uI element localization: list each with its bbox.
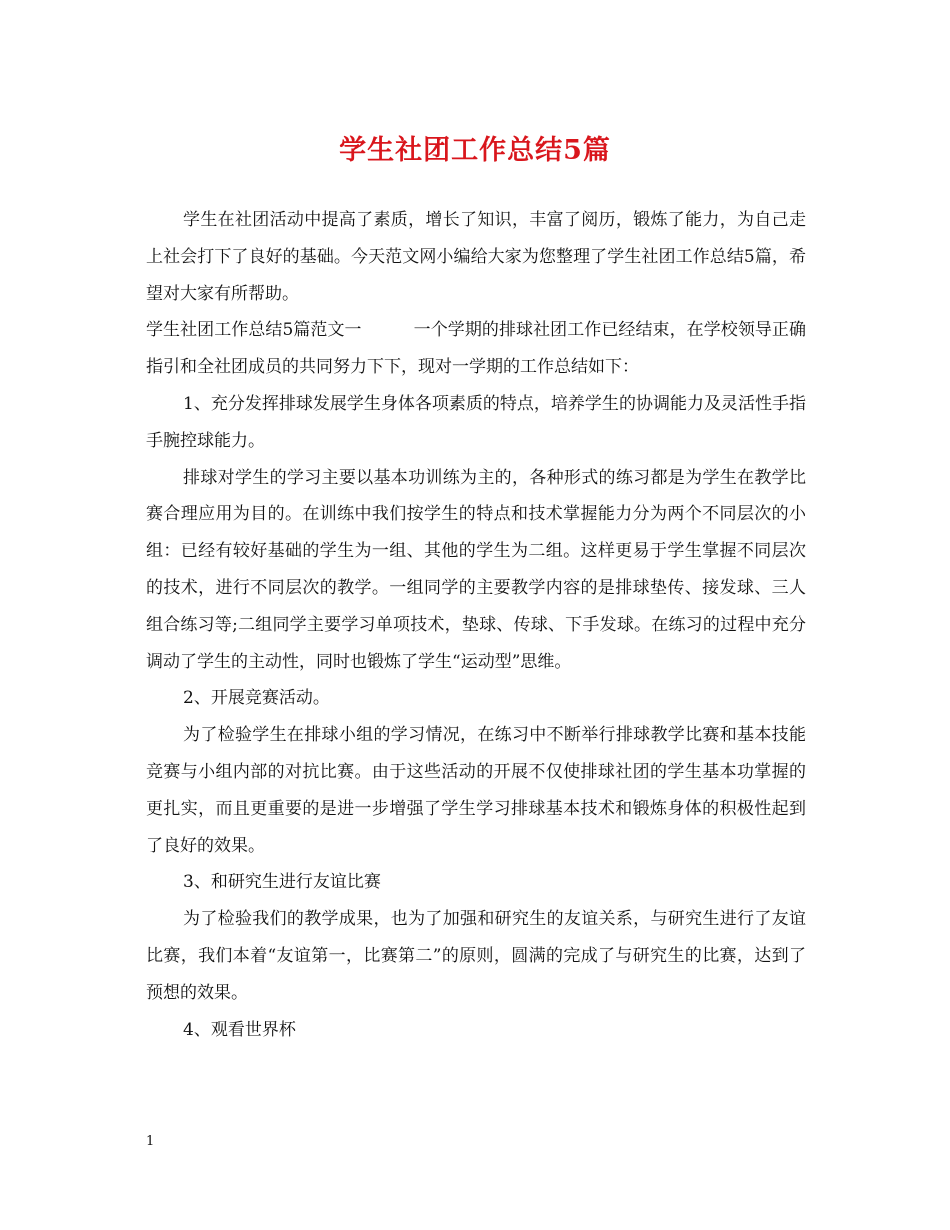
item-3-body: 为了检验我们的教学成果，也为了加强和研究生的友谊关系，与研究生进行了友谊比赛，我们本着“友谊第一，比赛第二”的原则，圆满的完成了与研究生的比赛，达到了预想的效果。 xyxy=(146,909,806,1003)
section-intro-text: 一个学期的排球社团工作已经结束，在学校领导正确指引和全社团成员的共同努力下下，现对一学期的工作总结如下： xyxy=(146,320,806,378)
page-number: 1 xyxy=(146,1134,155,1149)
section-heading: 学生社团工作总结5篇范文一 xyxy=(146,320,362,341)
item-2-heading: 2、开展竞赛活动。 xyxy=(183,688,330,709)
item-3-heading: 3、和研究生进行友谊比赛 xyxy=(183,872,381,893)
item-1-body: 排球对学生的学习主要以基本功训练为主的，各种形式的练习都是为学生在教学比赛合理应用为目的。在训练中我们按学生的特点和技术掌握能力分为两个不同层次的小组：已经有较好基础的学生为一组、其他的学生为二组。这样更易于学生掌握不同层次的技术，进行不同层次的教学。一组同学的主要教学内容的是排球垫传、接发球、三人组合练习等;二组同学主要学习单项技术，垫球、传球、下手发球。在练习的过程中充分调动了学生的主动性，同时也锻炼了学生“运动型”思维。 xyxy=(146,467,806,672)
item-4-heading: 4、观看世界杯 xyxy=(183,1019,296,1040)
intro-paragraph: 学生在社团活动中提高了素质，增长了知识，丰富了阅历，锻炼了能力，为自己走上社会打下了良好的基础。今天范文网小编给大家为您整理了学生社团工作总结5篇，希望对大家有所帮助。 xyxy=(146,210,806,304)
item-1-heading: 1、充分发挥排球发展学生身体各项素质的特点，培养学生的协调能力及灵活性手指手腕控球能力。 xyxy=(146,393,806,451)
page-title: 学生社团工作总结5篇 xyxy=(339,135,611,166)
section-one-paragraph xyxy=(146,312,806,386)
document-body xyxy=(146,202,806,1048)
item-2-body: 为了检验学生在排球小组的学习情况，在练习中不断举行排球教学比赛和基本技能竞赛与小组内部的对抗比赛。由于这些活动的开展不仅使排球社团的学生基本功掌握的更扎实，而且更重要的是进一步增强了学生学习排球基本技术和锻炼身体的积极性起到了良好的效果。 xyxy=(146,725,806,856)
